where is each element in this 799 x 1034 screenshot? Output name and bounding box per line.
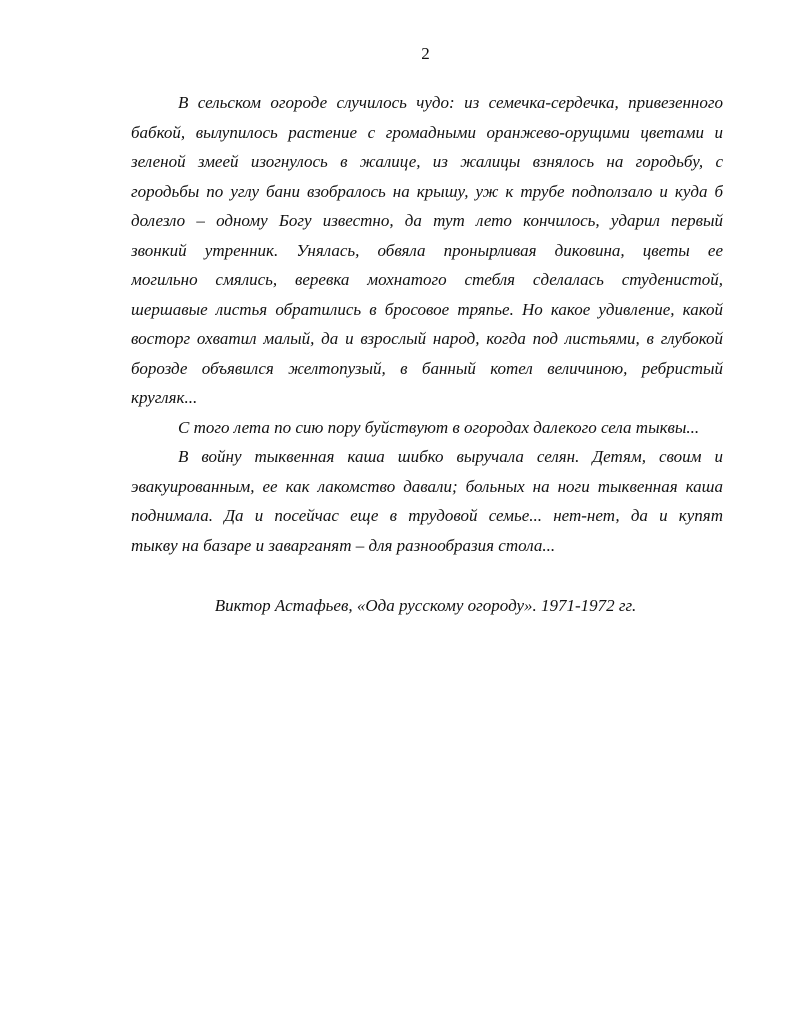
- text-line: борозде объявился желтопузый, в банный котел величиною, ребристый: [131, 358, 723, 378]
- text-line: шершавые листья обратились в бросовое тряпье. Но какое удивление, какой: [131, 299, 723, 319]
- text-body: [131, 88, 723, 560]
- text-line: бабкой, вылупилось растение с громадными оранжево-орущими цветами и: [131, 122, 723, 142]
- page-number: 2: [421, 44, 430, 63]
- text-line: С того лета по сию пору буйствуют в огородах далекого села тыквы...: [178, 417, 700, 437]
- text-line: кругляк...: [131, 388, 198, 407]
- attribution: Виктор Астафьев, «Ода русскому огороду». 1971-1972 гг.: [214, 596, 637, 615]
- text-line: поднимала. Да и посейчас еще в трудовой семье... нет-нет, да и купят: [131, 506, 723, 525]
- text-line: зеленой змеей изогнулось в жалице, из жалицы взнялось на городьбу, с: [131, 152, 723, 171]
- text-line: восторг охватил малый, да и взрослый народ, когда под листьями, в глубокой: [131, 329, 723, 348]
- text-line: В сельском огороде случилось чудо: из семечка-сердечка, привезенного: [178, 93, 723, 112]
- text-line: тыкву на базаре и заварганят – для разнообразия стола...: [131, 535, 556, 555]
- text-line: В войну тыквенная каша шибко выручала селян. Детям, своим и: [178, 447, 723, 466]
- text-line: могильно смялись, веревка мохнатого стебля сделалась студенистой,: [131, 270, 723, 289]
- text-line: звонкий утренник. Унялась, обвяла пронырливая диковина, цветы ее: [131, 240, 723, 260]
- text-line: городьбы по углу бани взобралось на крышу, уж к трубе подползало и куда б: [131, 181, 723, 201]
- text-line: долезло – одному Богу известно, да тут лето кончилось, ударил первый: [131, 211, 723, 230]
- text-line: эвакуированным, ее как лакомство давали; больных на ноги тыквенная каша: [131, 476, 723, 496]
